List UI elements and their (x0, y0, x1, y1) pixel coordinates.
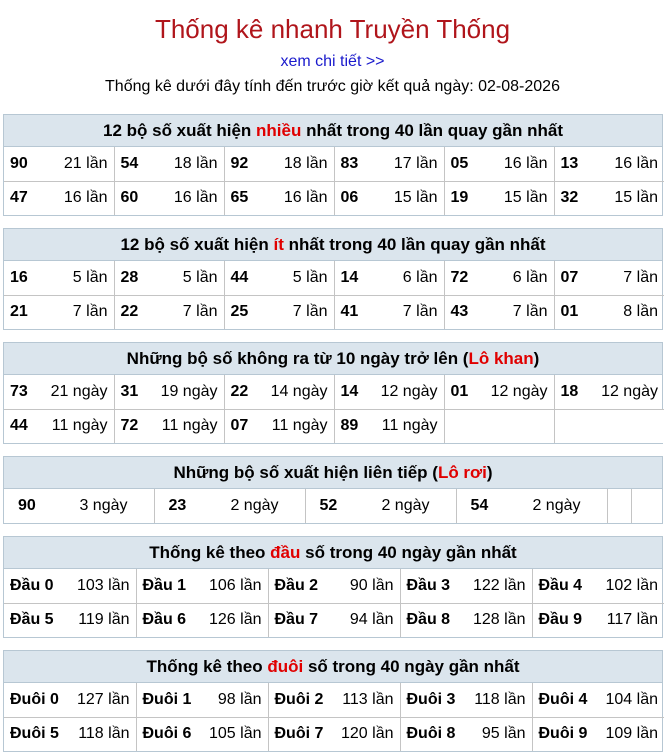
stat-cell (532, 569, 664, 603)
lotto-number: 43 (450, 303, 469, 321)
heading-highlight: đuôi (267, 657, 304, 676)
lo-khan-section (3, 342, 663, 444)
lotto-number: 54 (120, 154, 139, 172)
stat-cell (444, 181, 554, 215)
count-value: 6 lần (512, 268, 548, 286)
count-value: 16 lần (283, 189, 328, 207)
stat-cell (400, 569, 532, 603)
stat-cell (334, 147, 444, 181)
count-value: 98 lần (217, 690, 262, 708)
lotto-number: 41 (340, 303, 359, 321)
head-digit-label: Đầu 7 (274, 611, 319, 629)
lotto-number: 44 (230, 268, 249, 286)
count-value: 119 lần (78, 611, 130, 629)
days-value: 21 ngày (50, 382, 108, 400)
stat-cell (268, 717, 400, 751)
lotto-number: 23 (168, 497, 187, 514)
heading-highlight: Lô khan (468, 349, 534, 368)
stat-cell (4, 409, 114, 443)
stat-cell (154, 489, 305, 523)
view-detail-link[interactable]: xem chi tiết >> (280, 53, 385, 70)
count-value: 7 lần (623, 268, 658, 286)
tail-digit-label: Đuôi 4 (538, 690, 588, 708)
count-value: 104 lần (605, 690, 658, 708)
stat-cell (114, 375, 224, 409)
stat-cell (554, 181, 664, 215)
stat-cell (4, 683, 136, 717)
days-value: 11 ngày (381, 417, 438, 435)
days-value: 11 ngày (51, 417, 108, 435)
stat-cell (334, 295, 444, 329)
stat-cell (4, 147, 114, 181)
lotto-number: 14 (340, 268, 359, 286)
duoi-stats-section (3, 650, 663, 752)
count-value: 120 lần (341, 725, 394, 743)
stat-cell (136, 569, 268, 603)
count-value: 7 lần (292, 303, 328, 321)
lo-khan-table (4, 375, 664, 443)
stat-cell (136, 683, 268, 717)
lotto-number: 06 (340, 189, 359, 207)
count-value: 117 lần (606, 611, 658, 629)
head-digit-label: Đầu 0 (10, 576, 54, 594)
lotto-number: 13 (560, 154, 579, 172)
lotto-number: 21 (10, 303, 28, 321)
count-value: 127 lần (77, 690, 130, 708)
tail-digit-label: Đuôi 5 (10, 725, 59, 743)
stat-cell (305, 489, 456, 523)
stat-cell (136, 717, 268, 751)
duoi-stats-heading (4, 651, 662, 683)
lo-roi-heading (4, 457, 662, 489)
duoi-stats-table (4, 683, 664, 751)
stat-cell (4, 375, 114, 409)
count-value: 5 lần (182, 268, 218, 286)
stat-cell (4, 181, 114, 215)
empty-cell (607, 489, 631, 523)
count-value: 95 lần (481, 725, 526, 743)
lo-roi-table (4, 489, 662, 523)
head-digit-label: Đầu 1 (142, 576, 187, 594)
heading-text: Thống kê theo (149, 543, 271, 562)
lotto-number: 90 (18, 497, 36, 514)
least-frequent-table (4, 261, 664, 329)
stat-cell (444, 295, 554, 329)
stat-cell (334, 375, 444, 409)
tail-digit-label: Đuôi 6 (142, 725, 192, 743)
stat-cell (334, 261, 444, 295)
stat-cell (554, 261, 664, 295)
count-value: 16 lần (503, 154, 548, 172)
lotto-number: 90 (10, 154, 28, 172)
days-value: 11 ngày (161, 417, 218, 435)
heading-text: ) (486, 463, 493, 482)
lotto-number: 07 (230, 417, 249, 435)
stat-cell (268, 603, 400, 637)
stat-cell (224, 295, 334, 329)
stat-cell (444, 261, 554, 295)
tail-digit-label: Đuôi 7 (274, 725, 324, 743)
lotto-number: 01 (560, 303, 579, 321)
stat-cell (532, 717, 664, 751)
count-value: 8 lần (623, 303, 658, 321)
count-value: 15 lần (393, 189, 438, 207)
count-value: 16 lần (63, 189, 108, 207)
count-value: 118 lần (78, 725, 130, 743)
stat-cell (114, 295, 224, 329)
head-digit-label: Đầu 5 (10, 611, 54, 629)
count-value: 103 lần (77, 576, 130, 594)
tail-digit-label: Đuôi 0 (10, 690, 59, 708)
count-value: 6 lần (402, 268, 438, 286)
count-value: 122 lần (473, 576, 526, 594)
stat-cell (444, 147, 554, 181)
most-frequent-section (3, 114, 663, 216)
count-value: 16 lần (173, 189, 218, 207)
count-value: 5 lần (72, 268, 108, 286)
stat-cell (554, 375, 664, 409)
stat-cell (400, 717, 532, 751)
lotto-number: 72 (120, 417, 139, 435)
lotto-number: 47 (10, 189, 28, 207)
stat-cell (334, 409, 444, 443)
heading-text: nhất trong 40 lần quay gần nhất (301, 121, 564, 140)
count-value: 18 lần (283, 154, 328, 172)
dau-stats-table (4, 569, 664, 637)
heading-text: ) (533, 349, 540, 368)
lotto-number: 25 (230, 303, 249, 321)
count-value: 128 lần (473, 611, 526, 629)
count-value: 7 lần (512, 303, 548, 321)
dau-stats-section (3, 536, 663, 638)
stats-date-caption: Thống kê dưới đây tính đến trước giờ kết quả ngày: 02-08-2026 (105, 78, 560, 95)
days-value: 11 ngày (271, 417, 328, 435)
page-title: Thống kê nhanh Truyền Thống (154, 14, 511, 44)
count-value: 126 lần (209, 611, 262, 629)
lotto-number: 22 (230, 382, 249, 400)
stat-cell (114, 147, 224, 181)
head-digit-label: Đầu 4 (538, 576, 583, 594)
stat-cell (224, 261, 334, 295)
lotto-number: 89 (340, 417, 359, 435)
heading-highlight: ít (273, 235, 284, 254)
count-value: 106 lần (209, 576, 262, 594)
lotto-number: 60 (120, 189, 139, 207)
heading-text: số trong 40 ngày gần nhất (300, 543, 517, 562)
least-frequent-heading (4, 229, 662, 261)
lotto-number: 22 (120, 303, 139, 321)
head-digit-label: Đầu 2 (274, 576, 319, 594)
stat-cell (224, 181, 334, 215)
empty-cell (631, 489, 662, 523)
count-value: 18 lần (173, 154, 218, 172)
stat-cell (4, 717, 136, 751)
lotto-number: 07 (560, 268, 579, 286)
lotto-number: 83 (340, 154, 359, 172)
count-value: 94 lần (349, 611, 394, 629)
count-value: 7 lần (182, 303, 218, 321)
lotto-number: 18 (560, 382, 579, 400)
least-frequent-section (3, 228, 663, 330)
head-digit-label: Đầu 9 (538, 611, 583, 629)
tail-digit-label: Đuôi 2 (274, 690, 324, 708)
heading-text: nhất trong 40 lần quay gần nhất (283, 235, 546, 254)
count-value: 16 lần (614, 154, 658, 172)
count-value: 118 lần (474, 690, 526, 708)
stat-cell (554, 295, 664, 329)
lotto-number: 16 (10, 268, 28, 286)
stat-cell (136, 603, 268, 637)
count-value: 7 lần (72, 303, 108, 321)
stat-cell (554, 147, 664, 181)
heading-text: Những bộ số xuất hiện liên tiếp ( (173, 463, 438, 482)
stat-cell (4, 261, 114, 295)
stat-cell (114, 261, 224, 295)
heading-highlight: nhiều (256, 121, 302, 140)
lotto-number: 19 (450, 189, 469, 207)
count-value: 102 lần (605, 576, 658, 594)
count-value: 5 lần (292, 268, 328, 286)
count-value: 109 lần (605, 725, 658, 743)
head-digit-label: Đầu 8 (406, 611, 451, 629)
lotto-number: 52 (319, 497, 338, 514)
lotto-number: 01 (450, 382, 469, 400)
most-frequent-heading (4, 115, 662, 147)
stat-cell (4, 569, 136, 603)
empty-cell (444, 409, 554, 443)
lotto-number: 44 (10, 417, 28, 435)
head-digit-label: Đầu 3 (406, 576, 451, 594)
head-digit-label: Đầu 6 (142, 611, 187, 629)
tail-digit-label: Đuôi 9 (538, 725, 588, 743)
days-value: 3 ngày (79, 497, 128, 514)
lotto-number: 32 (560, 189, 579, 207)
days-value: 2 ngày (532, 497, 581, 514)
lotto-number: 05 (450, 154, 469, 172)
stat-cell (400, 603, 532, 637)
stat-cell (268, 569, 400, 603)
count-value: 113 lần (342, 690, 394, 708)
heading-highlight: đầu (270, 543, 301, 562)
tail-digit-label: Đuôi 1 (142, 690, 192, 708)
stat-cell (444, 375, 554, 409)
count-value: 90 lần (349, 576, 394, 594)
stat-cell (456, 489, 607, 523)
heading-text: Những bộ số không ra từ 10 ngày trở lên ( (126, 349, 469, 368)
tail-digit-label: Đuôi 3 (406, 690, 456, 708)
heading-text: 12 bộ số xuất hiện (120, 235, 274, 254)
days-value: 2 ngày (230, 497, 279, 514)
stat-cell (4, 489, 154, 523)
stat-cell (268, 683, 400, 717)
lotto-number: 73 (10, 382, 28, 400)
stat-cell (4, 295, 114, 329)
lotto-number: 31 (120, 382, 139, 400)
lotto-number: 92 (230, 154, 249, 172)
heading-text: Thống kê theo (146, 657, 268, 676)
heading-highlight: Lô rơi (437, 463, 487, 482)
days-value: 12 ngày (490, 382, 548, 400)
count-value: 105 lần (209, 725, 262, 743)
days-value: 12 ngày (601, 382, 658, 400)
days-value: 2 ngày (381, 497, 430, 514)
stat-cell (114, 409, 224, 443)
dau-stats-heading (4, 537, 662, 569)
days-value: 14 ngày (270, 382, 328, 400)
heading-text: 12 bộ số xuất hiện (102, 121, 257, 140)
days-value: 19 ngày (160, 382, 218, 400)
count-value: 17 lần (393, 154, 438, 172)
heading-text: số trong 40 ngày gần nhất (303, 657, 520, 676)
count-value: 21 lần (63, 154, 108, 172)
lotto-number: 28 (120, 268, 139, 286)
stat-cell (4, 603, 136, 637)
stat-cell (532, 603, 664, 637)
stat-cell (114, 181, 224, 215)
lo-khan-heading (4, 343, 662, 375)
lotto-number: 14 (340, 382, 359, 400)
stat-cell (532, 683, 664, 717)
tail-digit-label: Đuôi 8 (406, 725, 456, 743)
stat-cell (334, 181, 444, 215)
lotto-number: 54 (470, 497, 489, 514)
stat-cell (224, 147, 334, 181)
lo-roi-section (3, 456, 663, 524)
count-value: 7 lần (402, 303, 438, 321)
count-value: 15 lần (614, 189, 658, 207)
lotto-number: 72 (450, 268, 469, 286)
stat-cell (224, 409, 334, 443)
empty-cell (554, 409, 664, 443)
days-value: 12 ngày (380, 382, 438, 400)
stat-cell (224, 375, 334, 409)
stat-cell (400, 683, 532, 717)
most-frequent-table (4, 147, 664, 215)
lotto-number: 65 (230, 189, 249, 207)
count-value: 15 lần (503, 189, 548, 207)
